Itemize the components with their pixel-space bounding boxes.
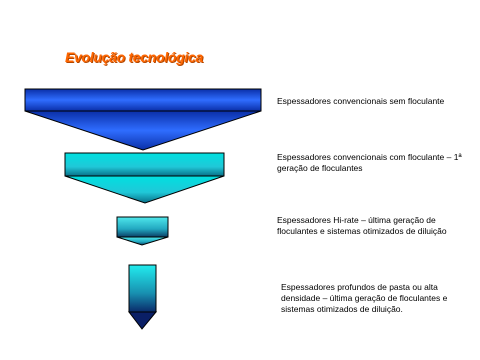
thickener-shape-2	[65, 153, 224, 203]
stage-2-label: Espessadores convencionais com floculante – 1ª geração de floculantes	[277, 152, 462, 173]
thickener-shape-1	[25, 89, 261, 150]
diagram-title: Evolução tecnológica	[65, 49, 203, 65]
thickener-shape-4	[129, 265, 156, 329]
stage-4-label: Espessadores profundos de pasta ou alta densidade – última geração de floculantes e sistemas otimizados de diluição.	[281, 282, 448, 314]
thickener-shape-3	[117, 217, 168, 245]
stage-3-label: Espessadores Hi-rate – última geração de floculantes e sistemas otimizados de diluição	[277, 215, 447, 236]
stage-1-label: Espessadores convencionais sem floculante	[277, 96, 445, 106]
